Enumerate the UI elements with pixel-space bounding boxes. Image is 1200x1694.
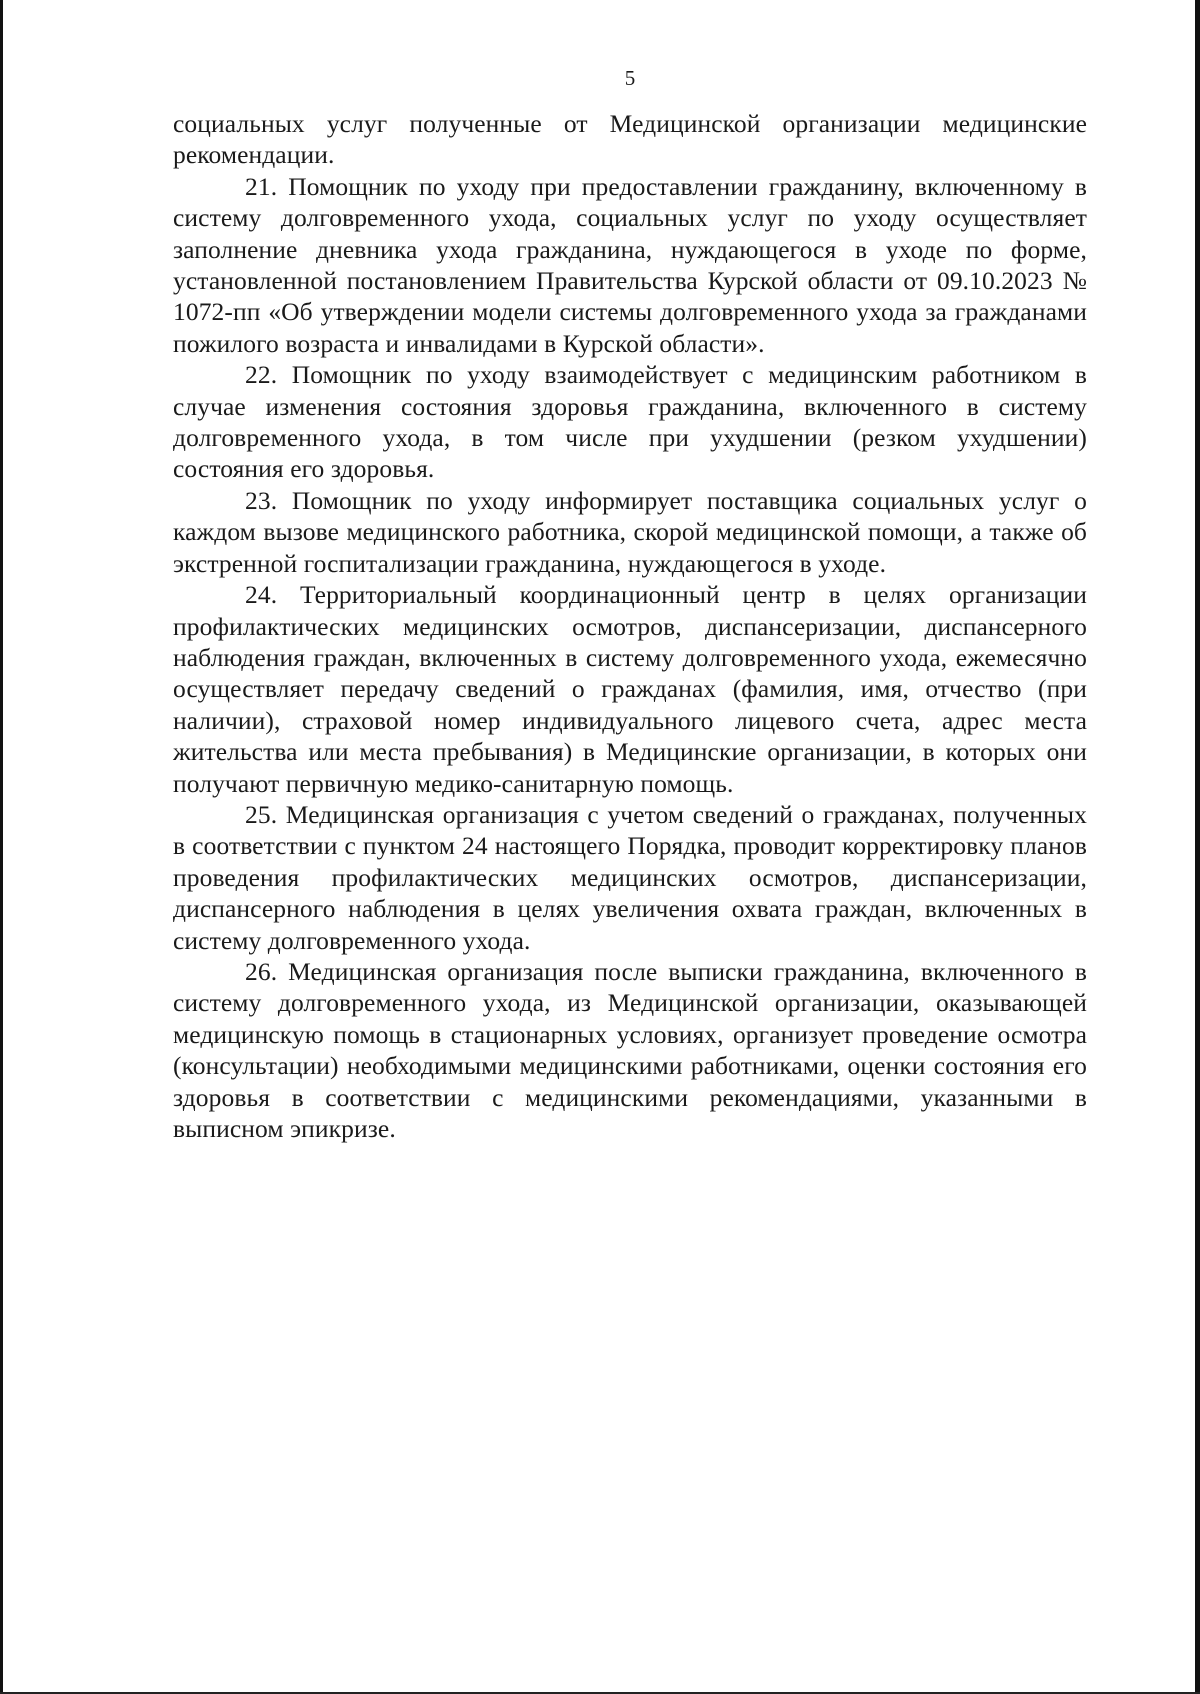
paragraph-item-23: 23. Помощник по уходу информирует поставщика социальных услуг о каждом вызове медицинского работника, скорой медицинской помощи, а также об экстренной госпитализации гражданина, нуждающегося в уходе.: [173, 485, 1087, 578]
paragraph-item-25: 25. Медицинская организация с учетом сведений о гражданах, полученных в соответствии с пунктом 24 настоящего Порядка, проводит корректировку планов проведения профилактических медицинских осмотров, диспансеризации, диспансерного наблюдения в целях увеличения охвата граждан, включенных в систему долговременного ухода.: [173, 799, 1087, 955]
document-body: [173, 108, 1087, 1144]
paragraph-item-21: 21. Помощник по уходу при предоставлении гражданину, включенному в систему долговременного ухода, социальных услуг по уходу осуществляет заполнение дневника ухода гражданина, нуждающегося в уходе по форме, установленной постановлением Правительства Курской области от 09.10.2023 № 1072-пп «Об утверждении модели системы долговременного ухода за гражданами пожилого возраста и инвалидами в Курской области».: [173, 171, 1087, 358]
scan-edge-right: [1195, 0, 1200, 1694]
paragraph-item-26: 26. Медицинская организация после выписки гражданина, включенного в систему долговременного ухода, из Медицинской организации, оказывающей медицинскую помощь в стационарных условиях, организует проведение осмотра (консультации) необходимыми медицинскими работниками, оценки состояния его здоровья в соответствии с медицинскими рекомендациями, указанными в выписном эпикризе.: [173, 956, 1087, 1143]
paragraph-continuation: социальных услуг полученные от Медицинской организации медицинские рекомендации.: [173, 109, 1087, 170]
paragraph-item-24: 24. Территориальный координационный центр в целях организации профилактических медицинских осмотров, диспансеризации, диспансерного наблюдения граждан, включенных в систему долговременного ухода, ежемесячно осуществляет передачу сведений о гражданах (фамилия, имя, отчество (при наличии), страховой номер индивидуального лицевого счета, адрес места жительства или места пребывания) в Медицинские организации, в которых они получают первичную медико-санитарную помощь.: [173, 580, 1087, 798]
page-number: 5: [624, 66, 636, 90]
scan-edge-left: [0, 0, 3, 1694]
paragraph-item-22: 22. Помощник по уходу взаимодействует с медицинским работником в случае изменения состояния здоровья гражданина, включенного в систему долговременного ухода, в том числе при ухудшении (резком ухудшении) состояния его здоровья.: [173, 360, 1087, 484]
